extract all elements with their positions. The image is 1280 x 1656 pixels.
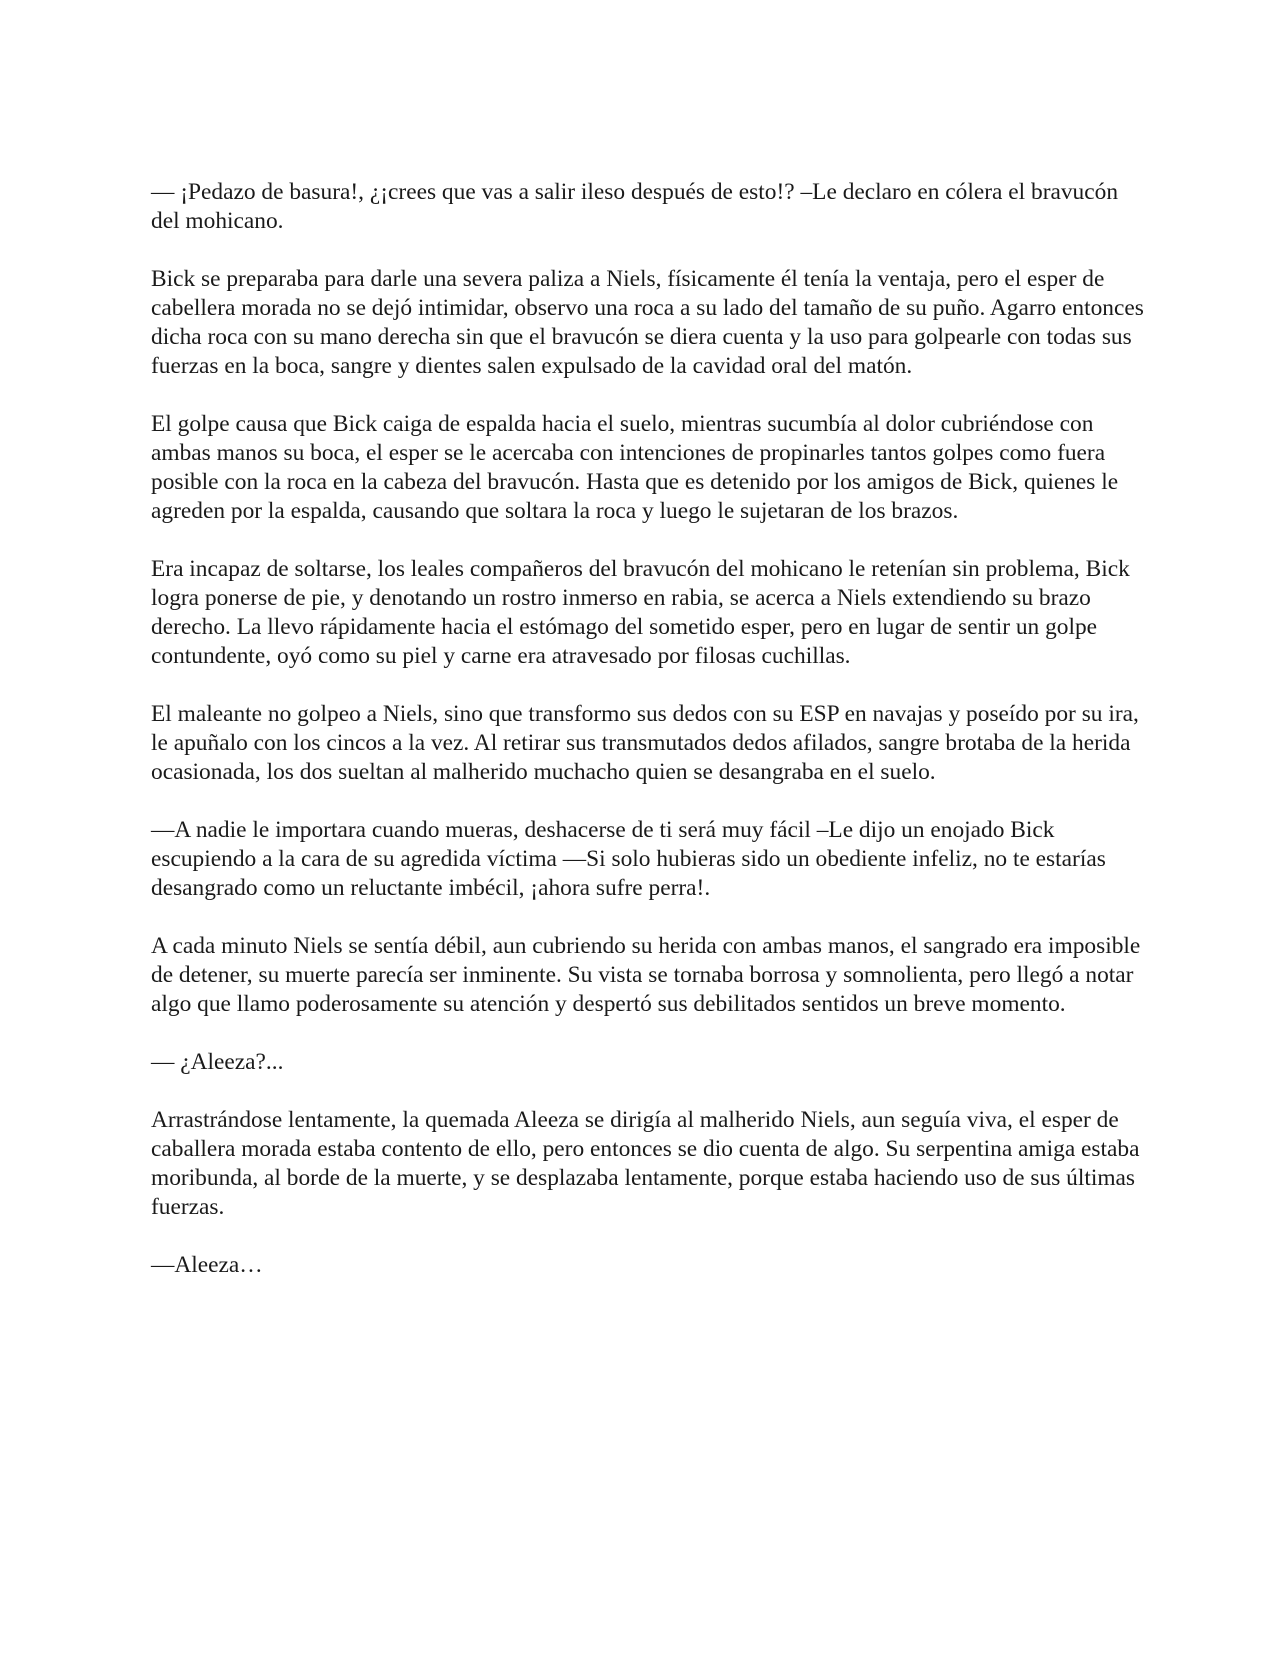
paragraph: El maleante no golpeo a Niels, sino que transformo sus dedos con su ESP en navajas y poseído por su ira, le apuñalo con los cincos a la vez. Al retirar sus transmutados dedos afilados, sangre brotaba de la herida ocasionada, los dos sueltan al malherido muchacho quien se desangraba en el suelo.	[151, 701, 1139, 785]
paragraph: —A nadie le importara cuando mueras, deshacerse de ti será muy fácil –Le dijo un enojado Bick escupiendo a la cara de su agredida víctima —Si solo hubieras sido un obediente infeliz, no te estarías desangrado como un reluctante imbécil, ¡ahora sufre perra!.	[151, 817, 1106, 901]
paragraph: — ¡Pedazo de basura!, ¿¡crees que vas a salir ileso después de esto!? –Le declaro en cólera el bravucón del mohicano.	[151, 179, 1119, 234]
paragraph: A cada minuto Niels se sentía débil, aun cubriendo su herida con ambas manos, el sangrado era imposible de detener, su muerte parecía ser inminente. Su vista se tornaba borrosa y somnolienta, pero llegó a notar algo que llamo poderosamente su atención y despertó sus debilitados sentidos un breve momento.	[151, 933, 1141, 1017]
paragraph: El golpe causa que Bick caiga de espalda hacia el suelo, mientras sucumbía al dolor cubriéndose con ambas manos su boca, el esper se le acercaba con intenciones de propinarles tantos golpes como fuera posible con la roca en la cabeza del bravucón. Hasta que es detenido por los amigos de Bick, quienes le agreden por la espalda, causando que soltara la roca y luego le sujetaran de los brazos.	[151, 411, 1119, 524]
paragraph: — ¿Aleeza?...	[151, 1049, 284, 1075]
paragraph: Era incapaz de soltarse, los leales compañeros del bravucón del mohicano le retenían sin problema, Bick logra ponerse de pie, y denotando un rostro inmerso en rabia, se acerca a Niels extendiendo su brazo derecho. La llevo rápidamente hacia el estómago del sometido esper, pero en lugar de sentir un golpe contundente, oyó como su piel y carne era atravesado por filosas cuchillas.	[151, 556, 1130, 669]
document-body	[151, 178, 1146, 1309]
paragraph: Bick se preparaba para darle una severa paliza a Niels, físicamente él tenía la ventaja, pero el esper de cabellera morada no se dejó intimidar, observo una roca a su lado del tamaño de su puño. Agarro entonces dicha roca con su mano derecha sin que el bravucón se diera cuenta y la uso para golpearle con todas sus fuerzas en la boca, sangre y dientes salen expulsado de la cavidad oral del matón.	[151, 266, 1144, 379]
paragraph: —Aleeza…	[151, 1252, 263, 1278]
paragraph: Arrastrándose lentamente, la quemada Aleeza se dirigía al malherido Niels, aun seguía viva, el esper de caballera morada estaba contento de ello, pero entonces se dio cuenta de algo. Su serpentina amiga estaba moribunda, al borde de la muerte, y se desplazaba lentamente, porque estaba haciendo uso de sus últimas fuerzas.	[151, 1107, 1140, 1220]
